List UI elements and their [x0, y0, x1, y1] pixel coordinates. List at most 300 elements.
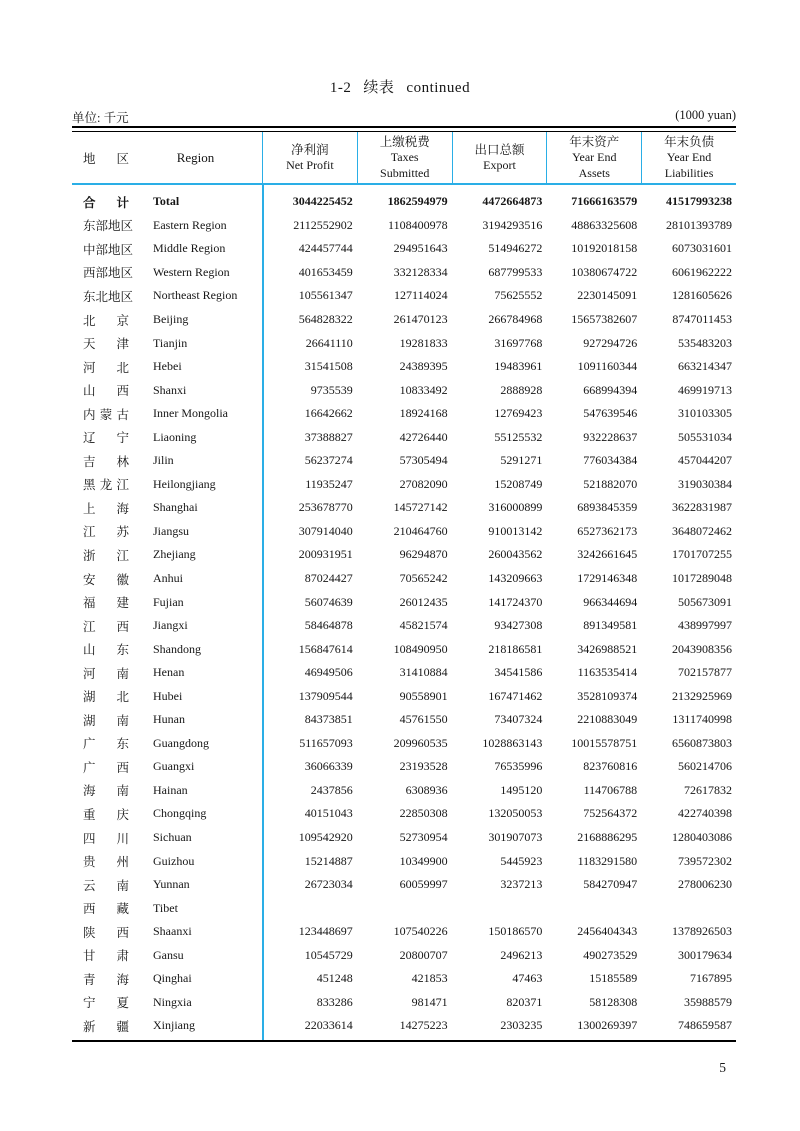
value-cell: 490273529 — [583, 947, 638, 962]
region-name-cn: 内蒙古 — [83, 407, 129, 422]
region-name-en: Total — [153, 194, 180, 209]
value-cell: 109542920 — [298, 830, 353, 845]
value-cell: 45821574 — [399, 618, 448, 633]
table-row — [72, 920, 736, 944]
value-cell: 26723034 — [304, 877, 353, 892]
unit-label-cn: 单位: 千元 — [72, 111, 129, 125]
region-name-cn: 黑龙江 — [83, 478, 129, 493]
value-cell: 28101393789 — [665, 217, 732, 232]
value-cell: 10833492 — [399, 382, 448, 397]
value-cell: 108490950 — [393, 641, 448, 656]
value-cell: 75625552 — [494, 288, 543, 303]
value-cell: 5445923 — [500, 853, 543, 868]
value-cell: 2888928 — [500, 382, 543, 397]
value-cell: 37388827 — [304, 429, 353, 444]
value-cell: 76535996 — [494, 759, 543, 774]
value-cell: 702157877 — [677, 665, 732, 680]
region-cell — [72, 734, 262, 752]
table-row — [72, 779, 736, 803]
value-cell: 141724370 — [488, 594, 543, 609]
region-name-en: Hebei — [153, 359, 182, 374]
value-cell: 96294870 — [399, 547, 448, 562]
value-cell: 36066339 — [304, 759, 353, 774]
value-cell: 584270947 — [583, 877, 638, 892]
region-cell — [72, 805, 262, 823]
table-row — [72, 708, 736, 732]
value-cell: 60059997 — [399, 877, 448, 892]
value-cell: 41517993238 — [665, 194, 732, 209]
table-row — [72, 567, 736, 591]
region-name-cn: 西部地区 — [83, 266, 134, 281]
table-row — [72, 190, 736, 214]
region-name-cn: 广东 — [83, 737, 129, 752]
value-cell: 2132925969 — [671, 688, 732, 703]
value-cell: 833286 — [316, 994, 353, 1009]
value-cell: 18924168 — [399, 406, 448, 421]
value-cell: 1163535414 — [577, 665, 638, 680]
table-row — [72, 261, 736, 285]
value-cell: 932228637 — [583, 429, 638, 444]
table-row — [72, 473, 736, 497]
value-cell: 137909544 — [298, 688, 353, 703]
value-cell: 301907073 — [488, 830, 543, 845]
value-cell: 3648072462 — [671, 523, 732, 538]
region-name-cn: 贵州 — [83, 855, 129, 870]
page-title — [0, 76, 800, 97]
value-cell: 58128308 — [589, 994, 638, 1009]
value-cell: 535483203 — [677, 335, 732, 350]
page-number: 5 — [719, 1060, 726, 1075]
value-cell: 210464760 — [393, 523, 448, 538]
region-name-en: Henan — [153, 665, 185, 680]
value-cell: 422740398 — [677, 806, 732, 821]
region-name-en: Inner Mongolia — [153, 406, 228, 421]
value-cell: 10380674722 — [571, 264, 638, 279]
value-cell: 3426988521 — [577, 641, 638, 656]
value-cell: 823760816 — [583, 759, 638, 774]
value-cell: 511657093 — [299, 735, 353, 750]
region-name-cn: 河北 — [83, 360, 129, 375]
region-name-en: Shanxi — [153, 382, 187, 397]
value-cell: 123448697 — [298, 924, 353, 939]
value-cell: 7167895 — [689, 971, 732, 986]
value-cell: 668994394 — [583, 382, 638, 397]
region-cell — [72, 970, 262, 988]
statistics-table — [72, 126, 736, 1042]
value-cell: 1701707255 — [671, 547, 732, 562]
value-cell: 5291271 — [500, 453, 543, 468]
value-cell: 24389395 — [399, 359, 448, 374]
value-cell: 14275223 — [399, 1018, 448, 1033]
value-cell: 12769423 — [494, 406, 543, 421]
region-name-cn: 吉林 — [83, 454, 129, 469]
table-row — [72, 661, 736, 685]
column-header — [641, 132, 736, 183]
region-name-cn: 辽宁 — [83, 431, 129, 446]
region-name-en: Tianjin — [153, 335, 188, 350]
value-cell: 15657382607 — [571, 312, 638, 326]
value-cell: 87024427 — [304, 571, 353, 586]
region-name-cn: 陕西 — [83, 925, 129, 940]
region-name-en: Guangxi — [153, 759, 195, 774]
unit-label-en: (1000 yuan) — [675, 108, 736, 122]
region-cell — [72, 876, 262, 894]
value-cell: 1108400978 — [388, 217, 448, 232]
region-cell — [72, 923, 262, 941]
region-name-cn: 宁夏 — [83, 996, 129, 1011]
value-cell: 90558901 — [399, 688, 448, 703]
value-cell: 114706788 — [583, 782, 638, 797]
region-header-en: Region — [176, 149, 215, 165]
region-name-en: Beijing — [153, 312, 189, 326]
value-cell: 401653459 — [298, 264, 353, 279]
value-cell: 56237274 — [304, 453, 353, 468]
region-name-en: Anhui — [153, 571, 183, 586]
value-cell: 457044207 — [677, 453, 732, 468]
value-cell: 307914040 — [298, 523, 353, 538]
region-cell — [72, 263, 262, 281]
value-cell: 20800707 — [399, 947, 448, 962]
value-cell: 687799533 — [488, 264, 543, 279]
value-cell: 438997997 — [677, 618, 732, 633]
table-row — [72, 214, 736, 238]
value-cell: 56074639 — [304, 594, 353, 609]
value-cell: 1028863143 — [482, 735, 543, 750]
region-name-en: Chongqing — [153, 806, 207, 821]
value-cell: 19281833 — [399, 335, 448, 350]
value-cell: 278006230 — [677, 877, 732, 892]
value-cell: 150186570 — [488, 924, 543, 939]
table-row — [72, 991, 736, 1015]
region-cell — [72, 428, 262, 446]
column-header-cn: 上缴税费 — [379, 134, 430, 149]
value-cell: 319030384 — [677, 476, 732, 491]
value-cell: 451248 — [316, 971, 353, 986]
value-cell: 11935247 — [305, 476, 353, 491]
value-cell: 10545729 — [304, 947, 353, 962]
value-cell: 47463 — [512, 971, 543, 986]
value-cell: 421853 — [411, 971, 448, 986]
table-row — [72, 684, 736, 708]
value-cell: 70565242 — [399, 571, 448, 586]
value-cell: 1300269397 — [577, 1018, 638, 1033]
value-cell: 927294726 — [583, 335, 638, 350]
value-cell: 8747011453 — [672, 312, 732, 326]
column-header-cn: 年末负债 — [664, 134, 715, 149]
region-cell — [72, 216, 262, 234]
region-name-en: Tibet — [153, 900, 178, 915]
table-row — [72, 378, 736, 402]
value-cell: 748659587 — [677, 1018, 732, 1033]
value-cell: 981471 — [411, 994, 448, 1009]
value-cell: 45761550 — [399, 712, 448, 727]
value-cell: 261470123 — [393, 312, 448, 326]
value-cell: 84373851 — [304, 712, 353, 727]
region-cell — [72, 711, 262, 729]
value-cell: 6527362173 — [577, 523, 638, 538]
value-cell: 23193528 — [399, 759, 448, 774]
region-name-cn: 上海 — [83, 501, 129, 516]
column-header-en: Assets — [578, 165, 610, 180]
value-cell: 46949506 — [304, 665, 353, 680]
value-cell: 424457744 — [298, 241, 353, 256]
value-cell: 2437856 — [310, 782, 353, 797]
value-cell: 6061962222 — [671, 264, 732, 279]
value-cell: 564828322 — [298, 312, 353, 326]
region-cell — [72, 899, 262, 917]
region-name-en: Hubei — [153, 688, 183, 703]
region-cell — [72, 522, 262, 540]
region-name-cn: 北京 — [83, 313, 129, 328]
value-cell: 2210883049 — [577, 712, 638, 727]
value-cell: 2112552902 — [293, 217, 353, 232]
region-cell — [72, 640, 262, 658]
value-cell: 3044225452 — [292, 194, 353, 209]
region-name-en: Shandong — [153, 641, 201, 656]
region-cell — [72, 405, 262, 423]
value-cell: 1280403086 — [671, 830, 732, 845]
value-cell: 156847614 — [298, 641, 353, 656]
value-cell: 294951643 — [393, 241, 448, 256]
value-cell: 35988579 — [683, 994, 732, 1009]
value-cell: 26012435 — [399, 594, 448, 609]
table-row — [72, 355, 736, 379]
value-cell: 52730954 — [399, 830, 448, 845]
table-row — [72, 802, 736, 826]
value-cell: 107540226 — [393, 924, 448, 939]
table-number: 1-2 — [329, 80, 352, 96]
region-cell — [72, 287, 262, 305]
table-row — [72, 873, 736, 897]
region-name-en: Hunan — [153, 712, 185, 727]
value-cell: 127114024 — [394, 288, 448, 303]
table-row — [72, 237, 736, 261]
value-cell: 93427308 — [494, 618, 543, 633]
region-cell — [72, 193, 262, 211]
column-header-cn: 年末资产 — [569, 134, 620, 149]
value-cell: 42726440 — [399, 429, 448, 444]
value-cell: 332128334 — [393, 264, 448, 279]
table-row — [72, 496, 736, 520]
value-cell: 505531034 — [677, 429, 732, 444]
region-name-cn: 重庆 — [83, 807, 129, 822]
table-row — [72, 826, 736, 850]
value-cell: 2456404343 — [577, 924, 638, 939]
region-name-cn: 广西 — [83, 760, 129, 775]
value-cell: 1311740998 — [672, 712, 732, 727]
region-name-en: Jilin — [153, 453, 174, 468]
value-cell: 6308936 — [405, 782, 448, 797]
value-cell: 891349581 — [583, 618, 638, 633]
table-header-row — [72, 132, 736, 185]
value-cell: 31697768 — [494, 335, 543, 350]
region-name-en: Hainan — [153, 782, 188, 797]
column-header-en: Liabilities — [664, 165, 714, 180]
value-cell: 145727142 — [393, 500, 448, 515]
value-cell: 16642662 — [304, 406, 353, 421]
column-separator-line — [262, 185, 264, 1040]
region-name-cn: 湖南 — [83, 713, 129, 728]
value-cell: 3622831987 — [671, 500, 732, 515]
value-cell: 260043562 — [488, 547, 543, 562]
value-cell: 910013142 — [488, 523, 543, 538]
region-name-en: Ningxia — [153, 994, 192, 1009]
region-name-en: Guizhou — [153, 853, 195, 868]
region-cell — [72, 358, 262, 376]
value-cell: 739572302 — [677, 853, 732, 868]
region-cell — [72, 334, 262, 352]
region-cell — [72, 570, 262, 588]
region-cell — [72, 946, 262, 964]
value-cell: 2168886295 — [577, 830, 638, 845]
table-row — [72, 284, 736, 308]
region-cell — [72, 499, 262, 517]
value-cell: 31410884 — [399, 665, 448, 680]
value-cell: 1729146348 — [577, 571, 638, 586]
value-cell: 73407324 — [494, 712, 543, 727]
region-name-en: Middle Region — [153, 241, 226, 256]
region-cell — [72, 381, 262, 399]
table-row — [72, 331, 736, 355]
value-cell: 316000899 — [488, 500, 543, 515]
value-cell: 19483961 — [494, 359, 543, 374]
table-row — [72, 967, 736, 991]
region-cell — [72, 852, 262, 870]
value-cell: 2043908356 — [671, 641, 732, 656]
region-cell — [72, 758, 262, 776]
value-cell: 22850308 — [399, 806, 448, 821]
value-cell: 1281605626 — [671, 288, 732, 303]
value-cell: 547639546 — [583, 406, 638, 421]
table-row — [72, 896, 736, 920]
value-cell: 209960535 — [393, 735, 448, 750]
value-cell: 31541508 — [304, 359, 353, 374]
column-header-cn: 净利润 — [291, 142, 329, 157]
value-cell: 4472664873 — [482, 194, 543, 209]
value-cell: 48863325608 — [571, 217, 638, 232]
value-cell: 218186581 — [488, 641, 543, 656]
value-cell: 167471462 — [488, 688, 543, 703]
region-name-en: Qinghai — [153, 971, 192, 986]
region-name-cn: 山西 — [83, 384, 129, 399]
region-name-en: Western Region — [153, 264, 230, 279]
table-row — [72, 614, 736, 638]
region-name-en: Zhejiang — [153, 547, 196, 562]
value-cell: 200931951 — [298, 547, 353, 562]
region-name-cn: 新疆 — [83, 1019, 129, 1034]
value-cell: 469919713 — [677, 382, 732, 397]
region-name-en: Guangdong — [153, 735, 209, 750]
value-cell: 27082090 — [399, 476, 448, 491]
region-cell — [72, 593, 262, 611]
column-header-en: Net Profit — [286, 157, 334, 172]
region-cell — [72, 546, 262, 564]
region-cell — [72, 311, 262, 329]
region-cell — [72, 687, 262, 705]
value-cell: 15214887 — [304, 853, 353, 868]
region-name-en: Jiangxi — [153, 618, 188, 633]
region-cell — [72, 993, 262, 1011]
value-cell: 58464878 — [304, 618, 353, 633]
region-name-en: Xinjiang — [153, 1018, 195, 1033]
table-row — [72, 732, 736, 756]
value-cell: 6560873803 — [671, 735, 732, 750]
column-header — [546, 132, 641, 183]
column-header-en: Submitted — [380, 165, 430, 180]
column-header-en: Export — [483, 157, 516, 172]
region-cell — [72, 829, 262, 847]
region-name-cn: 湖北 — [83, 690, 129, 705]
table-row — [72, 1014, 736, 1038]
column-header-en: Year End — [572, 150, 617, 165]
table-row — [72, 755, 736, 779]
region-header-cn: 地区 — [83, 151, 129, 166]
value-cell: 752564372 — [583, 806, 638, 821]
column-header-cn: 出口总额 — [474, 142, 525, 157]
region-cell — [72, 475, 262, 493]
value-cell: 40151043 — [304, 806, 353, 821]
value-cell: 10015578751 — [571, 735, 638, 750]
value-cell: 1183291580 — [577, 853, 638, 868]
value-cell: 3242661645 — [577, 547, 638, 562]
region-name-cn: 东部地区 — [83, 219, 134, 234]
region-name-en: Eastern Region — [153, 217, 227, 232]
value-cell: 22033614 — [304, 1018, 353, 1033]
value-cell: 143209663 — [488, 571, 543, 586]
region-cell — [72, 240, 262, 258]
value-cell: 3194293516 — [482, 217, 543, 232]
table-row — [72, 308, 736, 332]
value-cell: 3237213 — [500, 877, 543, 892]
region-name-cn: 河南 — [83, 666, 129, 681]
value-cell: 26641110 — [305, 335, 353, 350]
table-row — [72, 849, 736, 873]
table-row — [72, 944, 736, 968]
value-cell: 6893845359 — [577, 500, 638, 515]
value-cell: 2303235 — [500, 1018, 543, 1033]
value-cell: 2230145091 — [577, 288, 638, 303]
region-cell — [72, 1017, 262, 1035]
region-name-cn: 西藏 — [83, 902, 129, 917]
region-name-en: Northeast Region — [153, 288, 238, 303]
value-cell: 966344694 — [583, 594, 638, 609]
column-header-en: Year End — [666, 150, 712, 165]
value-cell: 10349900 — [399, 853, 448, 868]
region-name-en: Fujian — [153, 594, 184, 609]
value-cell: 72617832 — [683, 782, 732, 797]
value-cell: 300179634 — [677, 947, 732, 962]
table-row — [72, 520, 736, 544]
region-name-cn: 中部地区 — [83, 242, 134, 257]
value-cell: 10192018158 — [571, 241, 638, 256]
value-cell: 776034384 — [583, 453, 638, 468]
region-name-cn: 江苏 — [83, 525, 129, 540]
table-row — [72, 543, 736, 567]
column-header — [262, 132, 357, 183]
title-cn: 续表 — [363, 80, 395, 96]
region-cell — [72, 781, 262, 799]
region-name-cn: 四川 — [83, 831, 129, 846]
region-name-en: Yunnan — [153, 877, 190, 892]
table-row — [72, 425, 736, 449]
value-cell: 1862594979 — [387, 194, 448, 209]
region-name-cn: 甘肃 — [83, 949, 129, 964]
value-cell: 521882070 — [583, 476, 638, 491]
value-cell: 15208749 — [494, 476, 543, 491]
value-cell: 1091160344 — [577, 359, 638, 374]
region-name-cn: 福建 — [83, 596, 129, 611]
region-cell — [72, 452, 262, 470]
